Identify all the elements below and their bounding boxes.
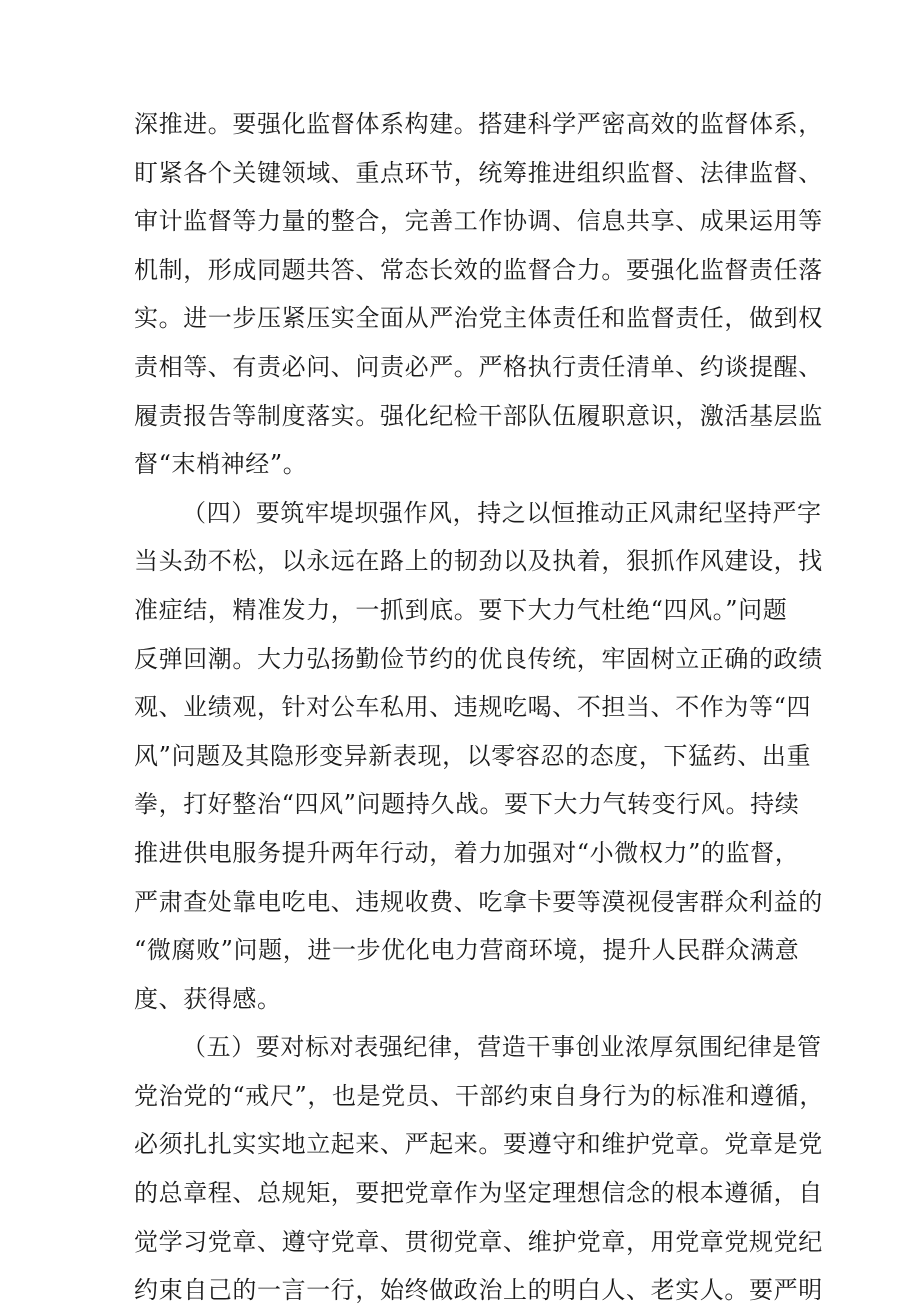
- text-line: 严肃查处靠电吃电、违规收费、吃拿卡要等漠视侵害群众利益的: [134, 887, 823, 916]
- text-line: 约束自己的一言一行，始终做政治上的明白人、老实人。要严明: [134, 1276, 823, 1305]
- text-line: 观、业绩观，针对公车私用、违规吃喝、不担当、不作为等“四: [134, 693, 812, 722]
- text-line: “微腐败”问题，进一步优化电力营商环境，提升人民群众满意: [134, 936, 800, 965]
- section-heading-line: （五）要对标对表强纪律，营造干事创业浓厚氛围纪律是管: [182, 1033, 822, 1062]
- text-line: 深推进。要强化监督体系构建。搭建科学严密高效的监督体系，: [134, 110, 823, 138]
- text-line: 盯紧各个关键领域、重点环节，统筹推进组织监督、法律监督、: [134, 158, 823, 187]
- text-line: 党治党的“戒尺”，也是党员、干部约束自身行为的标准和遵循，: [134, 1081, 824, 1110]
- text-line: 履责报告等制度落实。强化纪检干部队伍履职意识，激活基层监: [134, 401, 823, 430]
- text-line: 审计监督等力量的整合，完善工作协调、信息共享、成果运用等: [134, 207, 823, 236]
- text-line: 责相等、有责必问、问责必严。严格执行责任清单、约谈提醒、: [134, 352, 823, 381]
- text-line: 拳，打好整治“四风”问题持久战。要下大力气转变行风。持续: [134, 790, 800, 819]
- text-line: 风”问题及其隐形变异新表现，以零容忍的态度，下猛药、出重: [134, 741, 812, 770]
- text-line: 反弹回潮。大力弘扬勤俭节约的优良传统，牢固树立正确的政绩: [134, 644, 823, 673]
- section-heading-line: （四）要筑牢堤坝强作风，持之以恒推动正风肃纪坚持严字: [182, 498, 822, 527]
- text-line: 必须扎扎实实地立起来、严起来。要遵守和维护党章。党章是党: [134, 1130, 823, 1159]
- text-line: 推进供电服务提升两年行动，着力加强对“小微权力”的监督，: [134, 838, 800, 867]
- text-line: 的总章程、总规矩，要把党章作为坚定理想信念的根本遵循，自: [134, 1179, 823, 1208]
- text-line: 实。进一步压紧压实全面从严治党主体责任和监督责任，做到权: [134, 304, 823, 333]
- text-line: 当头劲不松，以永远在路上的韧劲以及执着，狠抓作风建设，找: [134, 547, 823, 576]
- text-line: 准症结，精准发力，一抓到底。要下大力气杜绝“四风。”问题: [134, 595, 788, 624]
- body-text: [134, 100, 824, 1315]
- text-line: 督“末梢神经”。: [134, 450, 308, 479]
- text-line: 机制，形成同题共答、常态长效的监督合力。要强化监督责任落: [134, 255, 823, 284]
- text-line: 度、获得感。: [134, 984, 282, 1013]
- text-line: 觉学习党章、遵守党章、贯彻党章、维护党章，用党章党规党纪: [134, 1227, 823, 1256]
